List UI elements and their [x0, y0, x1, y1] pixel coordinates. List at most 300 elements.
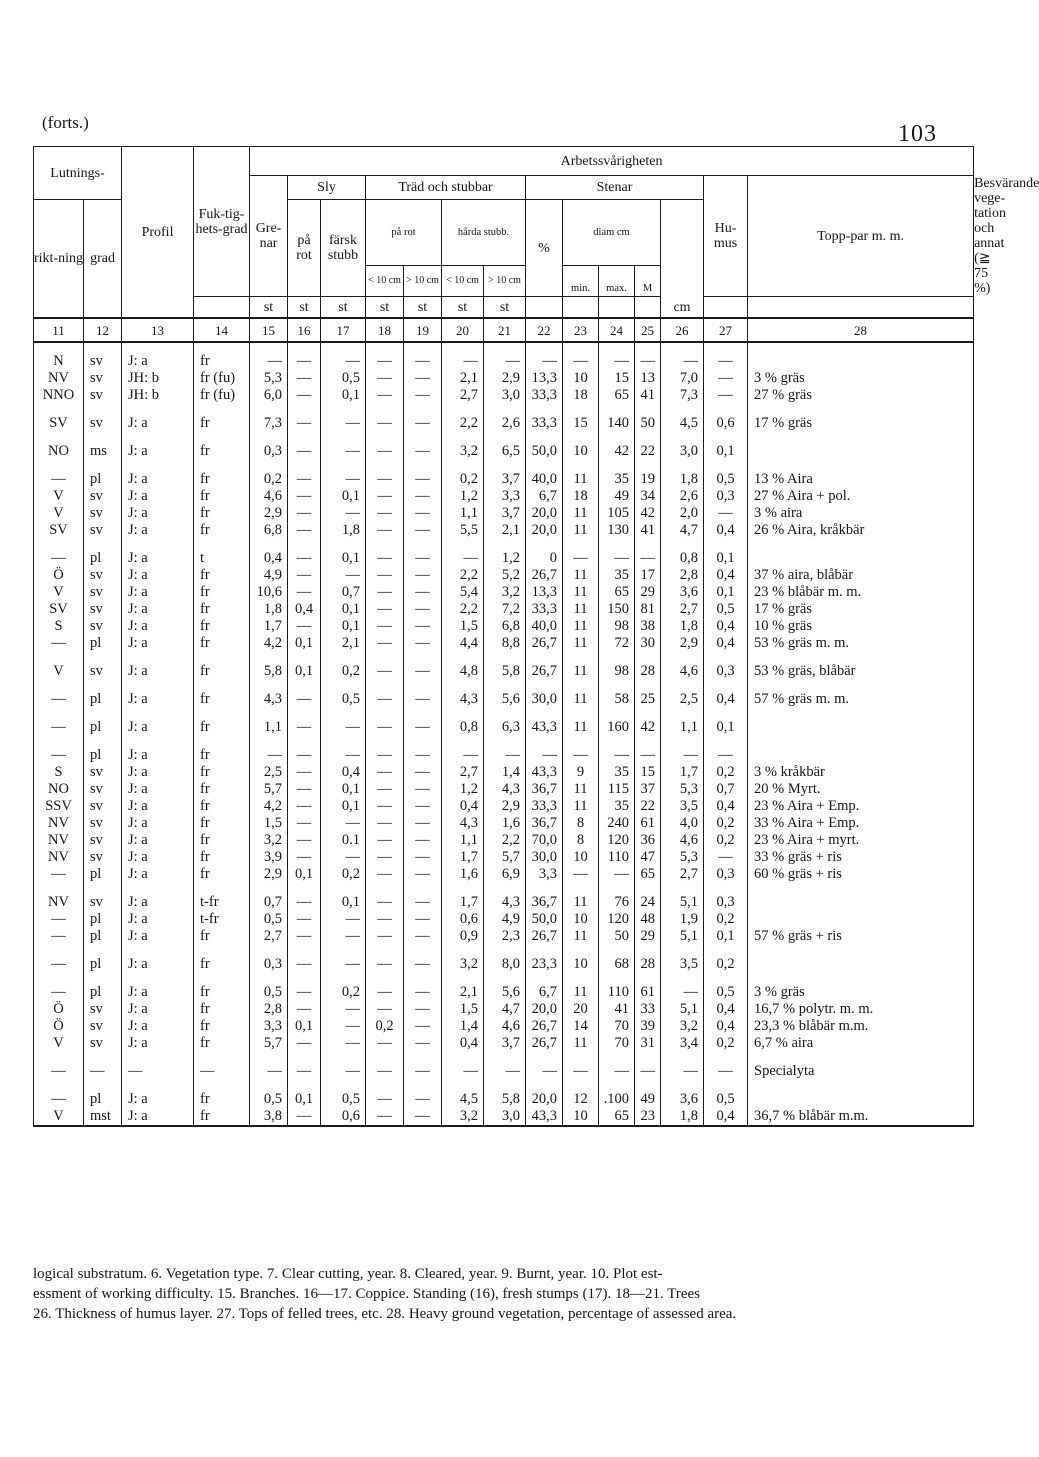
cell-stenar-percent: 20,0 — [526, 1001, 563, 1018]
cell-pa-rot-gt10: — — [404, 505, 442, 522]
table-header — [34, 147, 1039, 343]
cell-grenar: 1,5 — [250, 815, 288, 832]
cell-humus: 3,2 — [661, 1018, 704, 1035]
table-row — [34, 1035, 974, 1052]
cell-humus: 2,8 — [661, 567, 704, 584]
cell-riktning: Ö — [34, 1001, 84, 1018]
cell-stenar-m: 25 — [635, 691, 661, 708]
cell-vegetation: 3 % gräs — [748, 370, 974, 387]
cell-riktning: — — [34, 550, 84, 567]
cell-fuktighet: fr — [194, 567, 250, 584]
table-row — [34, 747, 974, 764]
cell-stenar-min: 18 — [563, 387, 599, 404]
cell-riktning: SV — [34, 522, 84, 539]
cell-sly-pa-rot: — — [288, 815, 321, 832]
cell-pa-rot-lt10: — — [366, 370, 404, 387]
cell-pa-rot-lt10: — — [366, 798, 404, 815]
cell-sly-pa-rot: — — [288, 618, 321, 635]
cell-sly-farsk-stubb: 0,5 — [321, 1091, 366, 1108]
cell-riktning: V — [34, 584, 84, 601]
cell-pa-rot-gt10: — — [404, 618, 442, 635]
cell-stenar-min: — — [563, 1063, 599, 1080]
cell-fuktighet: fr — [194, 719, 250, 736]
cell-harda-lt10: 3,2 — [442, 956, 484, 973]
cell-fuktighet: fr — [194, 443, 250, 460]
row-gap — [34, 1080, 974, 1091]
cell-harda-gt10: — — [484, 1063, 526, 1080]
cell-topppar: — — [704, 370, 748, 387]
cell-pa-rot-gt10: — — [404, 911, 442, 928]
cell-sly-farsk-stubb: — — [321, 849, 366, 866]
cell-sly-farsk-stubb: 0,4 — [321, 764, 366, 781]
cell-profil: J: a — [122, 866, 194, 883]
cell-stenar-min: 11 — [563, 798, 599, 815]
cell-sly-pa-rot: — — [288, 832, 321, 849]
cell-vegetation: 57 % gräs m. m. — [748, 691, 974, 708]
cell-fuktighet: fr — [194, 471, 250, 488]
cell-grenar: 2,8 — [250, 1001, 288, 1018]
cell-pa-rot-lt10: — — [366, 1108, 404, 1126]
cell-grad: sv — [84, 567, 122, 584]
cell-sly-farsk-stubb: — — [321, 567, 366, 584]
cell-sly-pa-rot: — — [288, 747, 321, 764]
cell-fuktighet: fr — [194, 1018, 250, 1035]
cell-sly-pa-rot: — — [288, 415, 321, 432]
cell-stenar-max: 50 — [599, 928, 635, 945]
cell-fuktighet: fr — [194, 488, 250, 505]
cell-stenar-percent: 6,7 — [526, 984, 563, 1001]
cell-stenar-max: — — [599, 1063, 635, 1080]
cell-grenar: — — [250, 747, 288, 764]
cell-vegetation — [748, 550, 974, 567]
cell-pa-rot-gt10: — — [404, 764, 442, 781]
cell-grenar: 1,1 — [250, 719, 288, 736]
cell-sly-pa-rot: — — [288, 443, 321, 460]
cell-sly-farsk-stubb: 2,1 — [321, 635, 366, 652]
cell-topppar: — — [704, 342, 748, 370]
cell-pa-rot-lt10: — — [366, 567, 404, 584]
cell-vegetation: 26 % Aira, kråkbär — [748, 522, 974, 539]
cell-humus: — — [661, 984, 704, 1001]
col-number: 14 — [194, 318, 250, 342]
cell-grenar: 0,3 — [250, 443, 288, 460]
cell-topppar: 0,1 — [704, 584, 748, 601]
cell-vegetation — [748, 894, 974, 911]
cell-sly-pa-rot: — — [288, 1001, 321, 1018]
cell-riktning: — — [34, 911, 84, 928]
cell-harda-gt10: — — [484, 342, 526, 370]
cell-sly-pa-rot: 0,1 — [288, 1091, 321, 1108]
cell-stenar-min: 11 — [563, 522, 599, 539]
cell-harda-lt10: 2,1 — [442, 370, 484, 387]
cell-profil: J: a — [122, 522, 194, 539]
cell-pa-rot-gt10: — — [404, 550, 442, 567]
cell-grad: sv — [84, 488, 122, 505]
cell-grad: pl — [84, 471, 122, 488]
cell-harda-gt10: 3,0 — [484, 387, 526, 404]
footnote — [33, 1264, 978, 1324]
cell-pa-rot-gt10: — — [404, 1001, 442, 1018]
cell-fuktighet: fr — [194, 928, 250, 945]
cell-topppar: 0,2 — [704, 911, 748, 928]
cell-sly-pa-rot: — — [288, 894, 321, 911]
cell-fuktighet: fr (fu) — [194, 370, 250, 387]
cell-stenar-min: 10 — [563, 911, 599, 928]
cell-topppar: 0,2 — [704, 832, 748, 849]
cell-stenar-max: .100 — [599, 1091, 635, 1108]
cell-stenar-max: 58 — [599, 691, 635, 708]
table-row — [34, 984, 974, 1001]
cell-humus: — — [661, 1063, 704, 1080]
cell-pa-rot-gt10: — — [404, 719, 442, 736]
cell-sly-farsk-stubb: 0,1 — [321, 488, 366, 505]
cell-profil: J: a — [122, 505, 194, 522]
cell-humus: 5,3 — [661, 849, 704, 866]
cell-grad: sv — [84, 522, 122, 539]
m-header: M — [635, 266, 661, 297]
cell-humus: 2,6 — [661, 488, 704, 505]
cell-harda-gt10: 2,6 — [484, 415, 526, 432]
cell-grenar: 0,5 — [250, 984, 288, 1001]
cell-grad: pl — [84, 866, 122, 883]
cell-stenar-min: 11 — [563, 584, 599, 601]
footnote-line: 26. Thickness of humus layer. 27. Tops of felled trees, etc. 28. Heavy ground vegetation, percentage of assessed area. — [33, 1306, 737, 1322]
cell-humus: 2,5 — [661, 691, 704, 708]
cell-sly-farsk-stubb: 0,2 — [321, 866, 366, 883]
cell-fuktighet: fr — [194, 1091, 250, 1108]
cell-grad: sv — [84, 342, 122, 370]
cell-pa-rot-lt10: — — [366, 443, 404, 460]
cell-grenar: 1,7 — [250, 618, 288, 635]
cell-sly-pa-rot: — — [288, 1035, 321, 1052]
cell-harda-gt10: 1,4 — [484, 764, 526, 781]
cell-stenar-m: 50 — [635, 415, 661, 432]
cell-pa-rot-gt10: — — [404, 781, 442, 798]
grenar-header: Gre-nar — [250, 176, 288, 297]
cell-stenar-percent: 26,7 — [526, 1035, 563, 1052]
cell-sly-pa-rot: 0,1 — [288, 635, 321, 652]
cell-harda-lt10: — — [442, 1063, 484, 1080]
cell-grad: pl — [84, 956, 122, 973]
cell-profil: J: a — [122, 471, 194, 488]
cell-pa-rot-lt10: — — [366, 387, 404, 404]
cell-stenar-max: 35 — [599, 798, 635, 815]
cell-topppar: 0,2 — [704, 956, 748, 973]
cell-topppar: — — [704, 1063, 748, 1080]
cell-grad: pl — [84, 719, 122, 736]
cell-stenar-min: 11 — [563, 719, 599, 736]
cell-profil: J: a — [122, 764, 194, 781]
cell-sly-pa-rot: — — [288, 911, 321, 928]
cell-sly-pa-rot: 0,1 — [288, 866, 321, 883]
cell-harda-gt10: 2,3 — [484, 928, 526, 945]
cell-vegetation: 23 % blåbär m. m. — [748, 584, 974, 601]
cell-pa-rot-lt10: — — [366, 601, 404, 618]
cell-stenar-m: 28 — [635, 956, 661, 973]
cell-fuktighet: fr — [194, 815, 250, 832]
cell-stenar-percent: 33,3 — [526, 798, 563, 815]
cell-stenar-percent: 26,7 — [526, 928, 563, 945]
cell-grad: sv — [84, 584, 122, 601]
cell-fuktighet: fr — [194, 1108, 250, 1126]
cell-fuktighet: fr — [194, 691, 250, 708]
cell-riktning: S — [34, 764, 84, 781]
table-row — [34, 415, 974, 432]
cell-harda-gt10: 4,6 — [484, 1018, 526, 1035]
cell-stenar-percent: 33,3 — [526, 415, 563, 432]
cell-topppar: — — [704, 505, 748, 522]
cell-fuktighet: fr — [194, 635, 250, 652]
cell-pa-rot-gt10: — — [404, 815, 442, 832]
cell-humus: 0,8 — [661, 550, 704, 567]
cell-riktning: — — [34, 928, 84, 945]
cell-stenar-m: 22 — [635, 798, 661, 815]
col-number: 20 — [442, 318, 484, 342]
cell-harda-lt10: 1,6 — [442, 866, 484, 883]
cell-stenar-min: 10 — [563, 956, 599, 973]
row-gap — [34, 539, 974, 550]
cell-stenar-min: 11 — [563, 1035, 599, 1052]
cell-harda-gt10: 2,9 — [484, 370, 526, 387]
cell-grad: sv — [84, 832, 122, 849]
cell-stenar-percent: 3,3 — [526, 866, 563, 883]
cell-vegetation: 33 % gräs + ris — [748, 849, 974, 866]
cell-harda-lt10: 1,1 — [442, 832, 484, 849]
cell-riktning: NO — [34, 443, 84, 460]
cell-riktning: V — [34, 488, 84, 505]
cell-topppar: 0,5 — [704, 1091, 748, 1108]
cell-riktning: — — [34, 471, 84, 488]
cell-harda-gt10: 3,7 — [484, 471, 526, 488]
cell-topppar: 0,1 — [704, 719, 748, 736]
cell-harda-gt10: 8,8 — [484, 635, 526, 652]
cell-grenar: 0,2 — [250, 471, 288, 488]
cell-vegetation — [748, 719, 974, 736]
cell-stenar-max: 35 — [599, 567, 635, 584]
cell-pa-rot-gt10: — — [404, 894, 442, 911]
cell-humus: 5,3 — [661, 781, 704, 798]
cell-sly-pa-rot: — — [288, 928, 321, 945]
cell-vegetation: 20 % Myrt. — [748, 781, 974, 798]
cell-pa-rot-lt10: — — [366, 488, 404, 505]
cell-grenar: 0,5 — [250, 1091, 288, 1108]
cell-vegetation: 23,3 % blåbär m.m. — [748, 1018, 974, 1035]
cell-riktning: Ö — [34, 1018, 84, 1035]
cell-sly-farsk-stubb: 0,2 — [321, 663, 366, 680]
cell-profil: J: a — [122, 984, 194, 1001]
fuktighetsgrad-header: Fuk-tig-hets-grad — [194, 147, 250, 297]
cell-riktning: V — [34, 505, 84, 522]
cell-riktning: NO — [34, 781, 84, 798]
cell-topppar: 0,4 — [704, 618, 748, 635]
cell-stenar-percent: 33,3 — [526, 601, 563, 618]
cell-humus: 3,4 — [661, 1035, 704, 1052]
cell-harda-lt10: 1,2 — [442, 488, 484, 505]
cell-harda-gt10: 8,0 — [484, 956, 526, 973]
cell-fuktighet: fr — [194, 747, 250, 764]
cell-grenar: 0,5 — [250, 911, 288, 928]
cell-pa-rot-lt10: — — [366, 471, 404, 488]
cell-stenar-percent: 40,0 — [526, 618, 563, 635]
cell-stenar-percent: 43,3 — [526, 764, 563, 781]
cell-stenar-percent: 20,0 — [526, 1091, 563, 1108]
cell-pa-rot-gt10: — — [404, 567, 442, 584]
cell-stenar-max: 70 — [599, 1035, 635, 1052]
cell-sly-pa-rot: — — [288, 984, 321, 1001]
cell-sly-farsk-stubb: — — [321, 747, 366, 764]
cell-stenar-max: 49 — [599, 488, 635, 505]
cell-riktning: NV — [34, 894, 84, 911]
cell-vegetation: 6,7 % aira — [748, 1035, 974, 1052]
cell-profil: J: a — [122, 443, 194, 460]
cell-topppar: 0,3 — [704, 866, 748, 883]
cell-topppar: 0,4 — [704, 635, 748, 652]
cell-stenar-percent: 33,3 — [526, 387, 563, 404]
cell-sly-pa-rot: — — [288, 584, 321, 601]
cell-stenar-percent: 26,7 — [526, 567, 563, 584]
table-row — [34, 618, 974, 635]
cell-grenar: 10,6 — [250, 584, 288, 601]
cell-pa-rot-gt10: — — [404, 849, 442, 866]
cell-stenar-max: 98 — [599, 618, 635, 635]
cell-harda-lt10: — — [442, 342, 484, 370]
max-header: max. — [599, 266, 635, 297]
footnote-line: logical substratum. 6. Vegetation type. 7. Clear cutting, year. 8. Cleared, year. 9. Burnt, year. 10. Plot est- — [33, 1266, 663, 1282]
cell-sly-farsk-stubb: — — [321, 505, 366, 522]
cell-vegetation: 57 % gräs + ris — [748, 928, 974, 945]
cell-stenar-percent: 50,0 — [526, 443, 563, 460]
cell-pa-rot-lt10: — — [366, 522, 404, 539]
cell-topppar: — — [704, 849, 748, 866]
cell-vegetation: 36,7 % blåbär m.m. — [748, 1108, 974, 1126]
trad-och-stubbar-header: Träd och stubbar — [366, 176, 526, 200]
cell-stenar-min: 11 — [563, 567, 599, 584]
arbetssvarigheten-header: Arbetssvårigheten — [250, 147, 974, 176]
table-row — [34, 866, 974, 883]
cell-humus: 2,7 — [661, 866, 704, 883]
cell-riktning: — — [34, 635, 84, 652]
table-row — [34, 342, 974, 370]
cell-grenar: 5,7 — [250, 781, 288, 798]
cell-topppar: 0,4 — [704, 1018, 748, 1035]
col-number: 27 — [704, 318, 748, 342]
cell-grad: ms — [84, 443, 122, 460]
cell-riktning: V — [34, 663, 84, 680]
cell-grenar: 6,0 — [250, 387, 288, 404]
cell-pa-rot-lt10: — — [366, 1063, 404, 1080]
cell-topppar: 0,4 — [704, 798, 748, 815]
cell-grad: — — [84, 1063, 122, 1080]
cell-harda-lt10: — — [442, 747, 484, 764]
table-row — [34, 764, 974, 781]
pa-rot-header: på rot — [366, 200, 442, 266]
cell-humus: 4,0 — [661, 815, 704, 832]
cell-profil: JH: b — [122, 387, 194, 404]
cell-profil: J: a — [122, 781, 194, 798]
cell-stenar-percent: — — [526, 342, 563, 370]
cell-harda-lt10: 0,2 — [442, 471, 484, 488]
table-row — [34, 550, 974, 567]
min-header: min. — [563, 266, 599, 297]
cell-fuktighet: fr — [194, 663, 250, 680]
table-row — [34, 505, 974, 522]
cell-grenar: 4,2 — [250, 798, 288, 815]
cell-harda-lt10: 5,5 — [442, 522, 484, 539]
cell-riktning: — — [34, 1091, 84, 1108]
cell-harda-lt10: — — [442, 550, 484, 567]
cell-stenar-max: 150 — [599, 601, 635, 618]
cell-stenar-max: 70 — [599, 1018, 635, 1035]
cell-humus: 3,6 — [661, 584, 704, 601]
cell-stenar-m: 29 — [635, 584, 661, 601]
table-row — [34, 443, 974, 460]
cell-stenar-min: 11 — [563, 894, 599, 911]
cell-harda-gt10: 5,6 — [484, 691, 526, 708]
cell-grad: sv — [84, 849, 122, 866]
cell-stenar-percent: 13,3 — [526, 584, 563, 601]
cell-topppar: — — [704, 387, 748, 404]
cell-pa-rot-lt10: — — [366, 1001, 404, 1018]
cell-stenar-m: 29 — [635, 928, 661, 945]
cell-vegetation — [748, 911, 974, 928]
table-row — [34, 635, 974, 652]
cell-profil: J: a — [122, 618, 194, 635]
cell-sly-farsk-stubb: 1,8 — [321, 522, 366, 539]
cell-pa-rot-gt10: — — [404, 984, 442, 1001]
cell-grad: sv — [84, 764, 122, 781]
cell-stenar-percent: 50,0 — [526, 911, 563, 928]
cell-grenar: 3,8 — [250, 1108, 288, 1126]
cell-stenar-m: 49 — [635, 1091, 661, 1108]
cell-stenar-m: 41 — [635, 387, 661, 404]
row-gap — [34, 945, 974, 956]
cell-pa-rot-lt10: — — [366, 781, 404, 798]
cell-stenar-m: 28 — [635, 663, 661, 680]
cell-stenar-m: 47 — [635, 849, 661, 866]
pa-rot-gt10-header: > 10 cm — [404, 266, 442, 297]
cell-pa-rot-lt10: — — [366, 911, 404, 928]
cell-stenar-max: 72 — [599, 635, 635, 652]
cell-harda-lt10: 1,4 — [442, 1018, 484, 1035]
cell-harda-gt10: 2,9 — [484, 798, 526, 815]
cell-profil: J: a — [122, 601, 194, 618]
cell-harda-gt10: 3,3 — [484, 488, 526, 505]
cell-vegetation: 17 % gräs — [748, 415, 974, 432]
cell-stenar-min: 11 — [563, 663, 599, 680]
cell-riktning: — — [34, 747, 84, 764]
cell-stenar-m: 15 — [635, 764, 661, 781]
profil-header: Profil — [122, 147, 194, 319]
cell-harda-lt10: 3,2 — [442, 1108, 484, 1126]
cell-stenar-m: 38 — [635, 618, 661, 635]
cell-stenar-m: — — [635, 550, 661, 567]
col-number: 28 — [748, 318, 974, 342]
cell-stenar-percent: 43,3 — [526, 719, 563, 736]
table-row — [34, 798, 974, 815]
cell-vegetation: 16,7 % polytr. m. m. — [748, 1001, 974, 1018]
cell-harda-lt10: 0,8 — [442, 719, 484, 736]
row-gap — [34, 652, 974, 663]
cell-harda-lt10: 4,3 — [442, 815, 484, 832]
cell-pa-rot-lt10: — — [366, 956, 404, 973]
cell-stenar-min: 14 — [563, 1018, 599, 1035]
cell-riktning: — — [34, 984, 84, 1001]
cell-humus: 1,8 — [661, 1108, 704, 1126]
cell-stenar-min: 11 — [563, 471, 599, 488]
cell-pa-rot-lt10: — — [366, 849, 404, 866]
cell-stenar-max: 110 — [599, 984, 635, 1001]
cell-sly-pa-rot: — — [288, 1063, 321, 1080]
